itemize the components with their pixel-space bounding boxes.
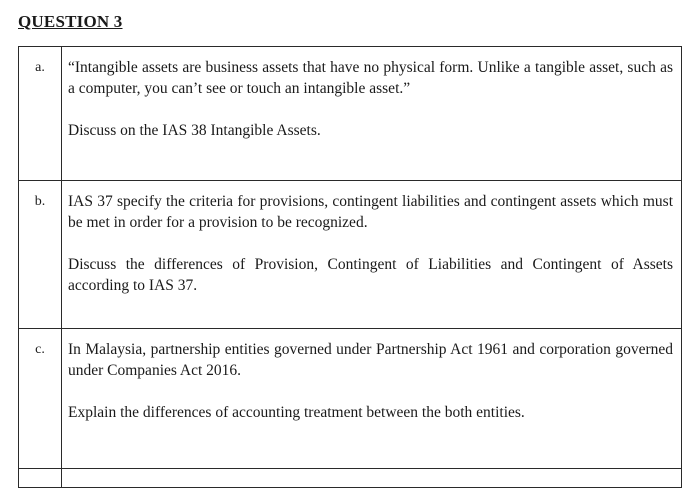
empty-row — [19, 469, 682, 488]
question-paragraph: IAS 37 specify the criteria for provisions, contingent liabilities and contingent assets which must be met in order for a provision to be recognized. — [68, 193, 673, 231]
question-text — [62, 47, 682, 181]
question-paragraph: In Malaysia, partnership entities governed under Partnership Act 1961 and corporation governed under Companies Act 2016. — [68, 341, 673, 379]
question-heading: QUESTION 3 — [18, 12, 123, 31]
question-paragraph: Discuss the differences of Provision, Contingent of Liabilities and Contingent of Assets according to IAS 37. — [68, 256, 673, 294]
question-label: a. — [19, 47, 62, 181]
question-label: b. — [19, 181, 62, 329]
question-paragraph: “Intangible assets are business assets that have no physical form. Unlike a tangible asset, such as a computer, you can’t see or touch an intangible asset.” — [68, 59, 673, 97]
question-text — [62, 329, 682, 469]
question-row-b — [19, 181, 682, 329]
question-text — [62, 181, 682, 329]
empty-label-cell — [19, 469, 62, 488]
question-paragraph: Discuss on the IAS 38 Intangible Assets. — [68, 122, 321, 139]
question-label: c. — [19, 329, 62, 469]
empty-text-cell — [62, 469, 682, 488]
question-table — [18, 46, 682, 488]
question-row-a — [19, 47, 682, 181]
question-paragraph: Explain the differences of accounting treatment between the both entities. — [68, 404, 525, 421]
question-row-c — [19, 329, 682, 469]
